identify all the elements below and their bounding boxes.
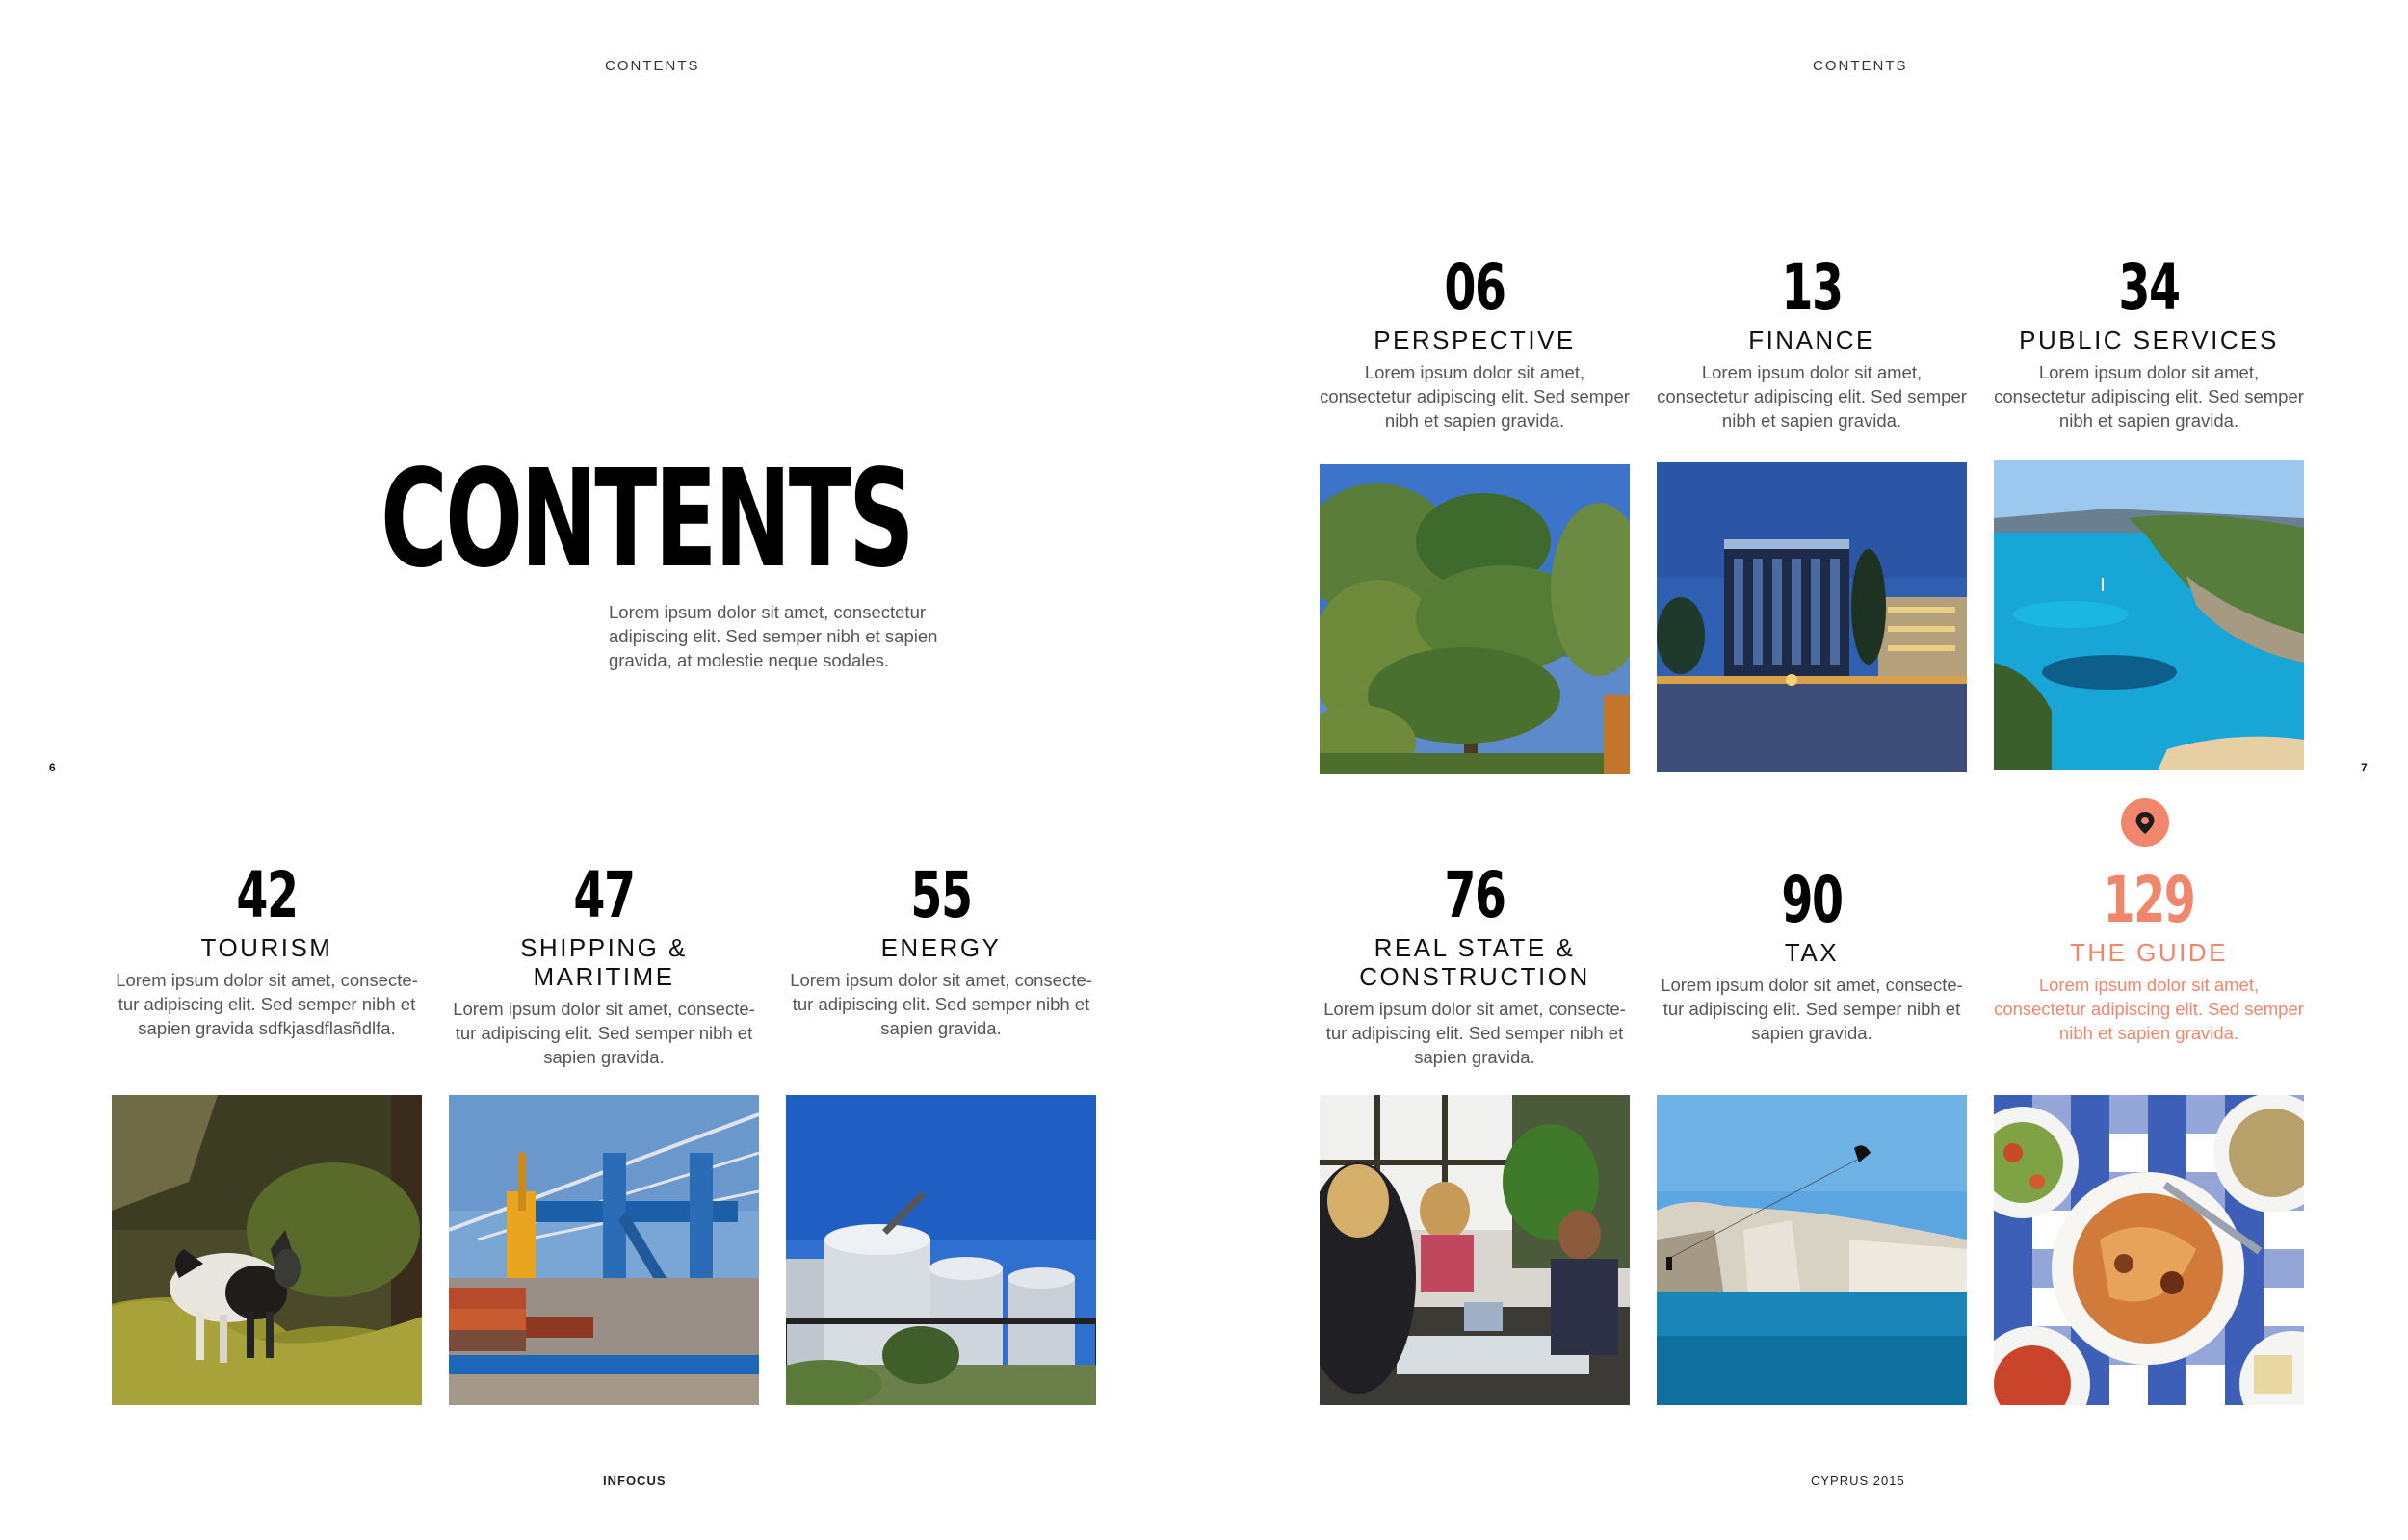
toc-page-number: 76 xyxy=(1444,858,1505,932)
toc-label: ENERGY xyxy=(880,933,1002,962)
meeting-photo xyxy=(1320,1095,1630,1405)
pine-tree-photo xyxy=(1320,464,1630,774)
toc-description: Lorem ipsum dolor sit amet, consectetur adipiscing elit. Sed semper nibh et sapien gravida. xyxy=(1994,362,2304,431)
toc-description: Lorem ipsum dolor sit amet, consecte-tur adipiscing elit. Sed semper nibh et sapien gravida. xyxy=(1323,999,1626,1067)
toc-label: TOURISM xyxy=(200,933,333,962)
toc-label: REAL STATE & CONSTRUCTION xyxy=(1359,933,1590,991)
toc-description: Lorem ipsum dolor sit amet, consecte-tur adipiscing elit. Sed semper nibh et sapien gravida. xyxy=(453,999,755,1067)
toc-label: PUBLIC SERVICES xyxy=(2019,326,2279,354)
toc-description: Lorem ipsum dolor sit amet, consecte-tur adipiscing elit. Sed semper nibh et sapien gravida. xyxy=(1661,975,1963,1043)
intro-text: Lorem ipsum dolor sit amet, consectetur adipiscing elit. Sed semper nibh et sapien gravida, at molestie neque sodales. xyxy=(609,602,938,670)
page-number-right: 7 xyxy=(2361,761,2368,774)
toc-page-number: 42 xyxy=(236,858,298,932)
toc-item-finance[interactable] xyxy=(1657,252,1967,432)
toc-page-number: 47 xyxy=(573,858,635,932)
toc-item-shipping[interactable] xyxy=(449,860,759,1069)
toc-description: Lorem ipsum dolor sit amet, consectetur adipiscing elit. Sed semper nibh et sapien gravida. xyxy=(1994,975,2304,1043)
running-head-left: CONTENTS xyxy=(605,58,700,74)
toc-page-number: 13 xyxy=(1781,250,1843,325)
kite-surf-cliffs-photo xyxy=(1657,1095,1967,1405)
toc-page-number: 06 xyxy=(1444,250,1505,325)
running-head-right: CONTENTS xyxy=(1813,58,1908,74)
map-pin-icon xyxy=(2121,798,2169,847)
toc-page-number: 34 xyxy=(2118,250,2180,325)
page-number-left: 6 xyxy=(49,761,56,774)
toc-label: THE GUIDE xyxy=(2069,938,2229,967)
goat-photo xyxy=(112,1095,422,1405)
footer-right: CYPRUS 2015 xyxy=(1811,1474,1905,1488)
toc-page-number: 129 xyxy=(2103,863,2195,937)
toc-description: Lorem ipsum dolor sit amet, consectetur adipiscing elit. Sed semper nibh et sapien gravida. xyxy=(1657,362,1967,431)
toc-item-real-estate[interactable] xyxy=(1320,860,1630,1069)
toc-item-tax[interactable] xyxy=(1657,865,1967,1045)
toc-label: SHIPPING & MARITIME xyxy=(520,933,688,991)
office-building-photo xyxy=(1657,462,1967,772)
oil-tanks-photo xyxy=(786,1095,1096,1405)
footer-left: INFOCUS xyxy=(603,1474,667,1488)
toc-label: TAX xyxy=(1784,938,1840,967)
toc-description: Lorem ipsum dolor sit amet, consectetur adipiscing elit. Sed semper nibh et sapien gravida. xyxy=(1320,362,1630,431)
toc-page-number: 90 xyxy=(1781,863,1843,937)
toc-description: Lorem ipsum dolor sit amet, consecte-tur adipiscing elit. Sed semper nibh et sapien gravida. xyxy=(790,970,1092,1038)
toc-item-the-guide[interactable] xyxy=(1994,865,2304,1045)
food-table-photo xyxy=(1994,1095,2304,1405)
port-crane-photo xyxy=(449,1095,759,1405)
toc-item-public-services[interactable] xyxy=(1994,252,2304,432)
toc-description: Lorem ipsum dolor sit amet, consecte-tur adipiscing elit. Sed semper nibh et sapien gravida sdfkjasdflasñdlfa. xyxy=(116,970,418,1038)
page-title: CONTENTS xyxy=(380,441,912,598)
toc-label: PERSPECTIVE xyxy=(1374,326,1576,354)
toc-item-energy[interactable] xyxy=(786,860,1096,1040)
toc-label: FINANCE xyxy=(1748,326,1875,354)
bay-coast-photo xyxy=(1994,460,2304,770)
toc-page-number: 55 xyxy=(910,858,972,932)
toc-item-tourism[interactable] xyxy=(112,860,422,1040)
toc-item-perspective[interactable] xyxy=(1320,252,1630,432)
